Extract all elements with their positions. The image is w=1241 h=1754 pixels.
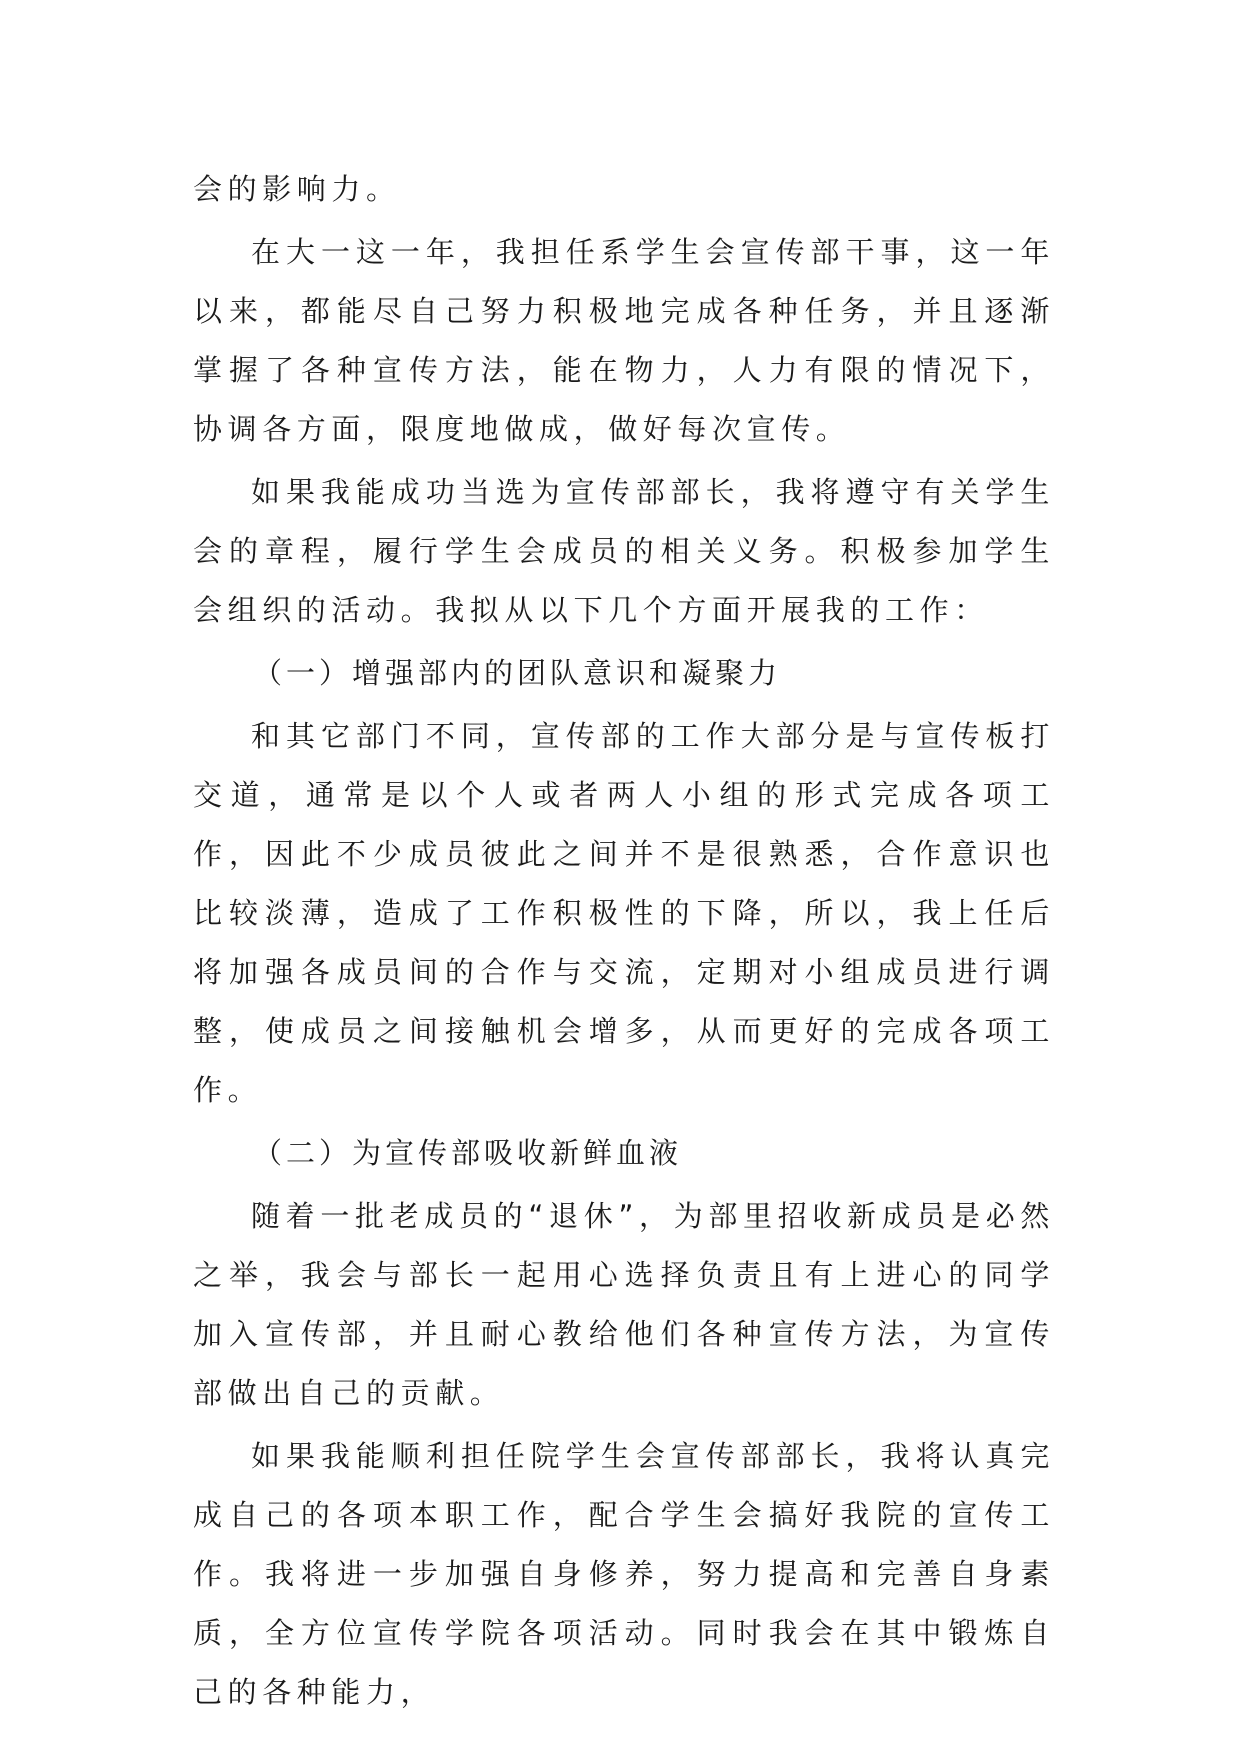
paragraph-teamwork: 和其它部门不同，宣传部的工作大部分是与宣传板打交道，通常是以个人或者两人小组的形式完成各项工作，因此不少成员彼此之间并不是很熟悉，合作意识也比较淡薄，造成了工作积极性的下降，所以，我上任后将加强各成员间的合作与交流，定期对小组成员进行调整，使成员之间接触机会增多，从而更好的完成各项工作。 [193, 719, 1055, 1107]
section-heading-1: （一）增强部内的团队意识和凝聚力 [253, 656, 782, 690]
paragraph-new-members: 随着一批老成员的“退休”，为部里招收新成员是必然之举，我会与部长一起用心选择负责且有上进心的同学加入宣传部，并且耐心教给他们各种宣传方法，为宣传部做出自己的贡献。 [193, 1199, 1055, 1410]
document-body [193, 160, 1055, 1726]
paragraph-first-year-experience: 在大一这一年，我担任系学生会宣传部干事，这一年以来，都能尽自己努力积极地完成各种任务，并且逐渐掌握了各种宣传方法，能在物力，人力有限的情况下，协调各方面，限度地做成，做好每次宣传。 [193, 235, 1055, 446]
section-heading-2: （二）为宣传部吸收新鲜血液 [253, 1136, 683, 1170]
paragraph-election-pledge: 如果我能成功当选为宣传部部长，我将遵守有关学生会的章程，履行学生会成员的相关义务。积极参加学生会组织的活动。我拟从以下几个方面开展我的工作： [193, 475, 1055, 627]
paragraph-continuation: 会的影响力。 [193, 172, 401, 206]
paragraph-closing: 如果我能顺利担任院学生会宣传部部长，我将认真完成自己的各项本职工作，配合学生会搞好我院的宣传工作。我将进一步加强自身修养，努力提高和完善自身素质，全方位宣传学院各项活动。同时我会在其中锻炼自己的各种能力， [193, 1439, 1055, 1709]
